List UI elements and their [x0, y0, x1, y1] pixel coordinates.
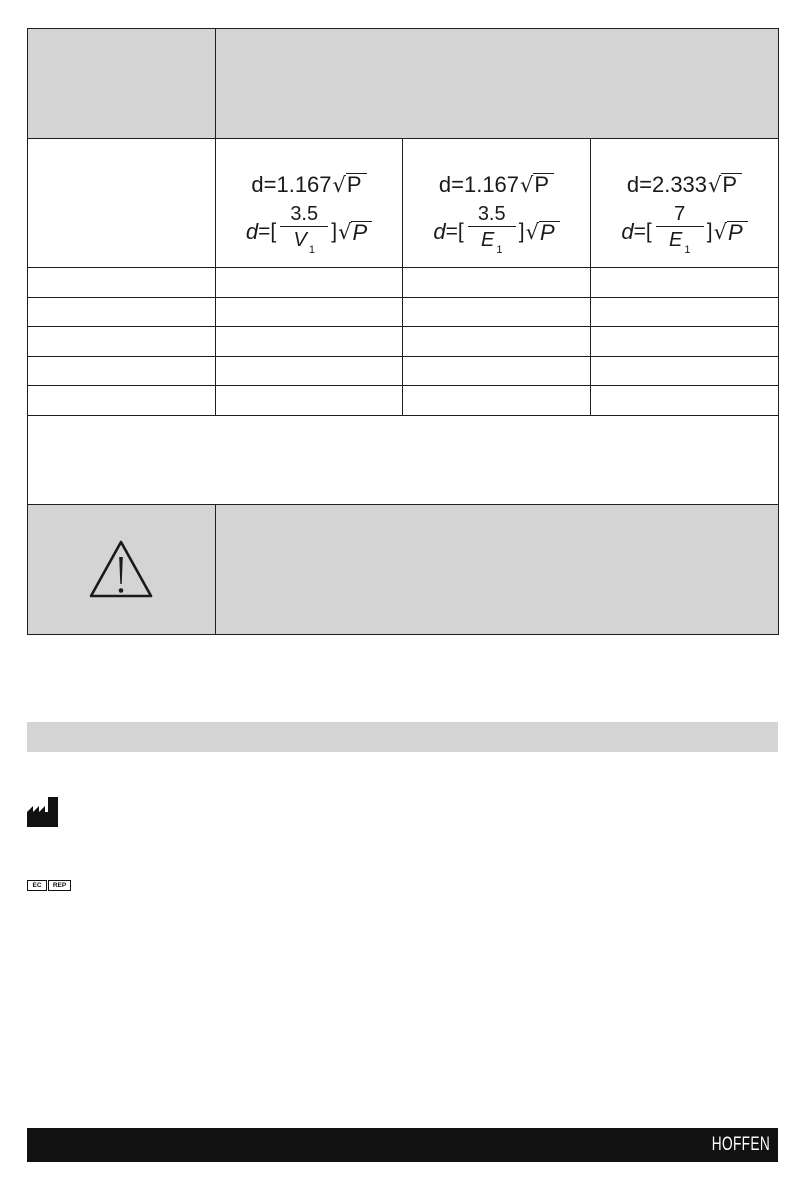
- table-cell: [27, 326, 216, 357]
- fraction: [468, 202, 516, 263]
- radicand: P: [721, 173, 742, 195]
- ec-rep-icon: [27, 880, 71, 891]
- radical-sign: √: [338, 220, 352, 244]
- formula-open: =[: [258, 220, 277, 243]
- formula-lhs: d: [621, 219, 634, 244]
- section-heading-bar: [27, 722, 778, 752]
- formula-cell-2: [402, 138, 591, 268]
- table-cell: [590, 326, 779, 357]
- table-cell: [27, 356, 216, 386]
- formula-general: [591, 203, 778, 261]
- table-cell: [590, 267, 779, 298]
- formula-simple: [403, 171, 590, 199]
- table-cell: [402, 297, 591, 327]
- table-cell: [215, 267, 403, 298]
- formula-coefficient: d=1.167: [251, 172, 332, 197]
- table-cell: [402, 326, 591, 357]
- formula-open: =[: [445, 220, 464, 243]
- fraction-numerator: 3.5: [477, 202, 506, 225]
- denominator-subscript: 1: [496, 243, 503, 256]
- header-cell-left: [27, 28, 216, 139]
- formula-coefficient: d=1.167: [438, 172, 520, 197]
- formula-simple: [591, 171, 778, 199]
- formula-simple: [216, 171, 402, 199]
- fraction-numerator: 3.5: [290, 202, 319, 225]
- fraction-denominator: [656, 226, 704, 263]
- radicand: P: [351, 221, 372, 244]
- radicand: P: [346, 173, 367, 195]
- radical-sign: √: [708, 173, 722, 197]
- formula-open: =[: [633, 220, 652, 243]
- table-cell: [402, 267, 591, 298]
- formula-general: [403, 203, 590, 261]
- denominator-symbol: V: [293, 228, 307, 251]
- fraction-denominator: [280, 226, 328, 263]
- table-cell: [215, 356, 403, 386]
- table-cell: [215, 385, 403, 416]
- table-cell: [27, 385, 216, 416]
- formula-close: ]: [706, 220, 713, 243]
- formula-lhs: d: [245, 219, 259, 244]
- radical-sign: √: [332, 173, 346, 197]
- ec-label: EC: [27, 880, 47, 891]
- formula-lhs: d: [433, 219, 446, 244]
- denominator-subscript: 1: [684, 243, 691, 256]
- radicand: P: [727, 221, 748, 244]
- radical-sign: √: [520, 173, 534, 197]
- footer-bar: [27, 1128, 778, 1162]
- table-cell: [402, 356, 591, 386]
- fraction-denominator: [468, 226, 516, 263]
- warning-triangle-icon: [88, 538, 154, 600]
- brand-logo: HOFFEN: [711, 1134, 770, 1155]
- denominator-subscript: 1: [308, 243, 315, 256]
- table-cell: [590, 297, 779, 327]
- table-cell: [215, 326, 403, 357]
- fraction-numerator: 7: [674, 202, 686, 225]
- radical-sign: √: [713, 220, 727, 244]
- fraction: [656, 202, 704, 263]
- radicand: P: [539, 221, 560, 244]
- radical-sign: √: [525, 220, 539, 244]
- table-cell: [590, 385, 779, 416]
- formula-coefficient: d=2.333: [626, 172, 708, 197]
- formula-cell-1: [215, 138, 403, 268]
- formula-cell-3: [590, 138, 779, 268]
- table-cell: [590, 356, 779, 386]
- table-cell: [402, 385, 591, 416]
- warning-text-cell: [215, 504, 779, 635]
- fraction: [280, 202, 328, 263]
- denominator-symbol: E: [480, 228, 495, 251]
- formula-general: [216, 203, 402, 261]
- table-cell: [215, 297, 403, 327]
- denominator-symbol: E: [668, 228, 683, 251]
- table-cell: [27, 267, 216, 298]
- rep-label: REP: [48, 880, 71, 891]
- table-cell: [27, 297, 216, 327]
- header-cell-right: [215, 28, 779, 139]
- factory-icon: [27, 796, 59, 828]
- formula-close: ]: [331, 220, 338, 243]
- formula-close: ]: [518, 220, 525, 243]
- table-note: [27, 415, 779, 505]
- formula-row-label: [27, 138, 216, 268]
- radicand: P: [533, 173, 554, 195]
